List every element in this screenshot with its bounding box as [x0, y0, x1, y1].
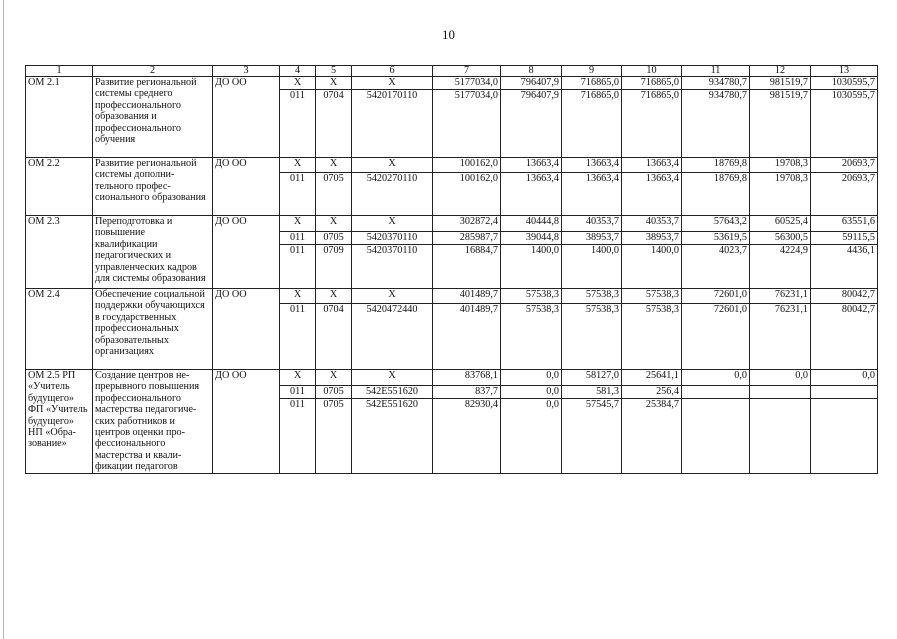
- column-number-header: 1: [26, 66, 93, 77]
- value-cell: 40353,7: [622, 216, 682, 232]
- value-cell: 20693,7: [811, 158, 878, 173]
- value-cell: Х: [352, 158, 433, 173]
- value-cell: 19708,3: [750, 173, 811, 216]
- value-cell: 25384,7: [622, 399, 682, 473]
- value-cell: 57538,3: [501, 304, 562, 370]
- value-cell: 76231,1: [750, 304, 811, 370]
- value-cell: Х: [352, 77, 433, 90]
- value-cell: 40353,7: [562, 216, 622, 232]
- value-cell: 59115,5: [811, 232, 878, 245]
- value-cell: 0,0: [750, 370, 811, 386]
- value-cell: 13663,4: [562, 173, 622, 216]
- value-cell: Х: [316, 216, 352, 232]
- scan-edge-line: [3, 0, 4, 639]
- value-cell: 1400,0: [501, 245, 562, 289]
- column-number-header: 5: [316, 66, 352, 77]
- column-number-header: 3: [213, 66, 280, 77]
- value-cell: Х: [280, 77, 316, 90]
- value-cell: 13663,4: [622, 158, 682, 173]
- measure-name-cell: Обеспечение социальной поддержки обучающихся в государственных профессиональных образовательных организациях: [93, 289, 213, 370]
- value-cell: 981519,7: [750, 77, 811, 90]
- value-cell: 256,4: [622, 385, 682, 399]
- value-cell: 13663,4: [622, 173, 682, 216]
- value-cell: 0705: [316, 173, 352, 216]
- value-cell: [811, 399, 878, 473]
- value-cell: 38953,7: [562, 232, 622, 245]
- column-number-header: 7: [433, 66, 501, 77]
- value-cell: 796407,9: [501, 77, 562, 90]
- measure-code-cell: ОМ 2.5 РП «Учитель будущего» ФП «Учитель будущего» НП «Обра-зование»: [26, 370, 93, 474]
- value-cell: 57538,3: [562, 304, 622, 370]
- value-cell: 011: [280, 90, 316, 158]
- value-cell: [750, 399, 811, 473]
- value-cell: 57538,3: [622, 304, 682, 370]
- value-cell: 5420170110: [352, 90, 433, 158]
- table-row: [26, 158, 878, 173]
- measure-code-cell: ОМ 2.2: [26, 158, 93, 216]
- value-cell: Х: [316, 77, 352, 90]
- column-number-header: 13: [811, 66, 878, 77]
- value-cell: 100162,0: [433, 158, 501, 173]
- value-cell: 0,0: [501, 399, 562, 473]
- value-cell: 011: [280, 399, 316, 473]
- value-cell: 837,7: [433, 385, 501, 399]
- budget-table: [25, 65, 878, 474]
- value-cell: 80042,7: [811, 304, 878, 370]
- value-cell: 285987,7: [433, 232, 501, 245]
- value-cell: 16884,7: [433, 245, 501, 289]
- measure-name-cell: Развитие региональной системы среднего профессионального образования и профессионального обучения: [93, 77, 213, 158]
- value-cell: Х: [280, 158, 316, 173]
- column-number-header: 12: [750, 66, 811, 77]
- value-cell: 80042,7: [811, 289, 878, 304]
- value-cell: 57643,2: [682, 216, 750, 232]
- value-cell: 5420270110: [352, 173, 433, 216]
- value-cell: 13663,4: [501, 158, 562, 173]
- value-cell: 0704: [316, 304, 352, 370]
- value-cell: 0705: [316, 385, 352, 399]
- value-cell: 25641,1: [622, 370, 682, 386]
- value-cell: 0705: [316, 232, 352, 245]
- executor-cell: ДО ОО: [213, 77, 280, 158]
- value-cell: 38953,7: [622, 232, 682, 245]
- value-cell: 39044,8: [501, 232, 562, 245]
- column-number-header: 4: [280, 66, 316, 77]
- value-cell: 20693,7: [811, 173, 878, 216]
- value-cell: 934780,7: [682, 77, 750, 90]
- value-cell: Х: [280, 289, 316, 304]
- value-cell: 011: [280, 173, 316, 216]
- value-cell: 100162,0: [433, 173, 501, 216]
- value-cell: 581,3: [562, 385, 622, 399]
- value-cell: 5420370110: [352, 245, 433, 289]
- value-cell: 18769,8: [682, 173, 750, 216]
- value-cell: 76231,1: [750, 289, 811, 304]
- value-cell: 56300,5: [750, 232, 811, 245]
- column-number-header: 10: [622, 66, 682, 77]
- executor-cell: ДО ОО: [213, 158, 280, 216]
- value-cell: 4224,9: [750, 245, 811, 289]
- value-cell: 57545,7: [562, 399, 622, 473]
- value-cell: 302872,4: [433, 216, 501, 232]
- measure-name-cell: Переподготовка и повышение квалификации педагогических и управленческих кадров для системы образования: [93, 216, 213, 289]
- measure-code-cell: ОМ 2.3: [26, 216, 93, 289]
- value-cell: 13663,4: [562, 158, 622, 173]
- value-cell: 1400,0: [622, 245, 682, 289]
- value-cell: Х: [316, 370, 352, 386]
- value-cell: Х: [280, 216, 316, 232]
- value-cell: 716865,0: [622, 90, 682, 158]
- table-row: [26, 370, 878, 386]
- value-cell: 5177034,0: [433, 90, 501, 158]
- executor-cell: ДО ОО: [213, 216, 280, 289]
- value-cell: 934780,7: [682, 90, 750, 158]
- value-cell: 40444,8: [501, 216, 562, 232]
- value-cell: 83768,1: [433, 370, 501, 386]
- value-cell: 57538,3: [562, 289, 622, 304]
- value-cell: 18769,8: [682, 158, 750, 173]
- value-cell: Х: [316, 289, 352, 304]
- table-row: [26, 77, 878, 90]
- value-cell: [811, 385, 878, 399]
- value-cell: 72601,0: [682, 289, 750, 304]
- column-number-header: 9: [562, 66, 622, 77]
- value-cell: 1030595,7: [811, 77, 878, 90]
- value-cell: 5420370110: [352, 232, 433, 245]
- value-cell: 60525,4: [750, 216, 811, 232]
- value-cell: [682, 385, 750, 399]
- value-cell: 0704: [316, 90, 352, 158]
- value-cell: Х: [352, 370, 433, 386]
- value-cell: 5177034,0: [433, 77, 501, 90]
- page-number: 10: [442, 27, 455, 42]
- value-cell: 72601,0: [682, 304, 750, 370]
- column-number-header: 6: [352, 66, 433, 77]
- value-cell: Х: [316, 158, 352, 173]
- value-cell: 1400,0: [562, 245, 622, 289]
- table-row: [26, 216, 878, 232]
- executor-cell: ДО ОО: [213, 370, 280, 474]
- value-cell: 401489,7: [433, 304, 501, 370]
- value-cell: 0,0: [501, 370, 562, 386]
- value-cell: 542E551620: [352, 385, 433, 399]
- value-cell: 13663,4: [501, 173, 562, 216]
- value-cell: 981519,7: [750, 90, 811, 158]
- measure-code-cell: ОМ 2.4: [26, 289, 93, 370]
- value-cell: 0705: [316, 399, 352, 473]
- value-cell: 58127,0: [562, 370, 622, 386]
- value-cell: 011: [280, 304, 316, 370]
- value-cell: 4023,7: [682, 245, 750, 289]
- value-cell: 63551,6: [811, 216, 878, 232]
- value-cell: 796407,9: [501, 90, 562, 158]
- value-cell: 0,0: [682, 370, 750, 386]
- executor-cell: ДО ОО: [213, 289, 280, 370]
- column-number-header: 2: [93, 66, 213, 77]
- value-cell: 716865,0: [562, 77, 622, 90]
- value-cell: Х: [280, 370, 316, 386]
- column-number-header: 8: [501, 66, 562, 77]
- value-cell: 716865,0: [622, 77, 682, 90]
- measure-name-cell: Создание центров не-прерывного повышения профессионального мастерства педагогиче-ских работников и центров оценки про-фессионального мастерства и квали-фикации педагогов: [93, 370, 213, 474]
- value-cell: 57538,3: [501, 289, 562, 304]
- value-cell: 542E551620: [352, 399, 433, 473]
- value-cell: 0,0: [501, 385, 562, 399]
- value-cell: 5420472440: [352, 304, 433, 370]
- value-cell: 1030595,7: [811, 90, 878, 158]
- column-number-header: 11: [682, 66, 750, 77]
- value-cell: 011: [280, 385, 316, 399]
- value-cell: 716865,0: [562, 90, 622, 158]
- value-cell: 401489,7: [433, 289, 501, 304]
- column-number-row: [26, 66, 878, 77]
- value-cell: 57538,3: [622, 289, 682, 304]
- value-cell: 53619,5: [682, 232, 750, 245]
- value-cell: 0,0: [811, 370, 878, 386]
- value-cell: 82930,4: [433, 399, 501, 473]
- measure-name-cell: Развитие региональной системы дополни-тельного профес-сионального образования: [93, 158, 213, 216]
- measure-code-cell: ОМ 2.1: [26, 77, 93, 158]
- value-cell: Х: [352, 289, 433, 304]
- value-cell: 011: [280, 232, 316, 245]
- value-cell: [682, 399, 750, 473]
- value-cell: 19708,3: [750, 158, 811, 173]
- budget-table-body: [26, 66, 878, 474]
- value-cell: 011: [280, 245, 316, 289]
- value-cell: 4436,1: [811, 245, 878, 289]
- value-cell: 0709: [316, 245, 352, 289]
- table-row: [26, 289, 878, 304]
- value-cell: [750, 385, 811, 399]
- value-cell: Х: [352, 216, 433, 232]
